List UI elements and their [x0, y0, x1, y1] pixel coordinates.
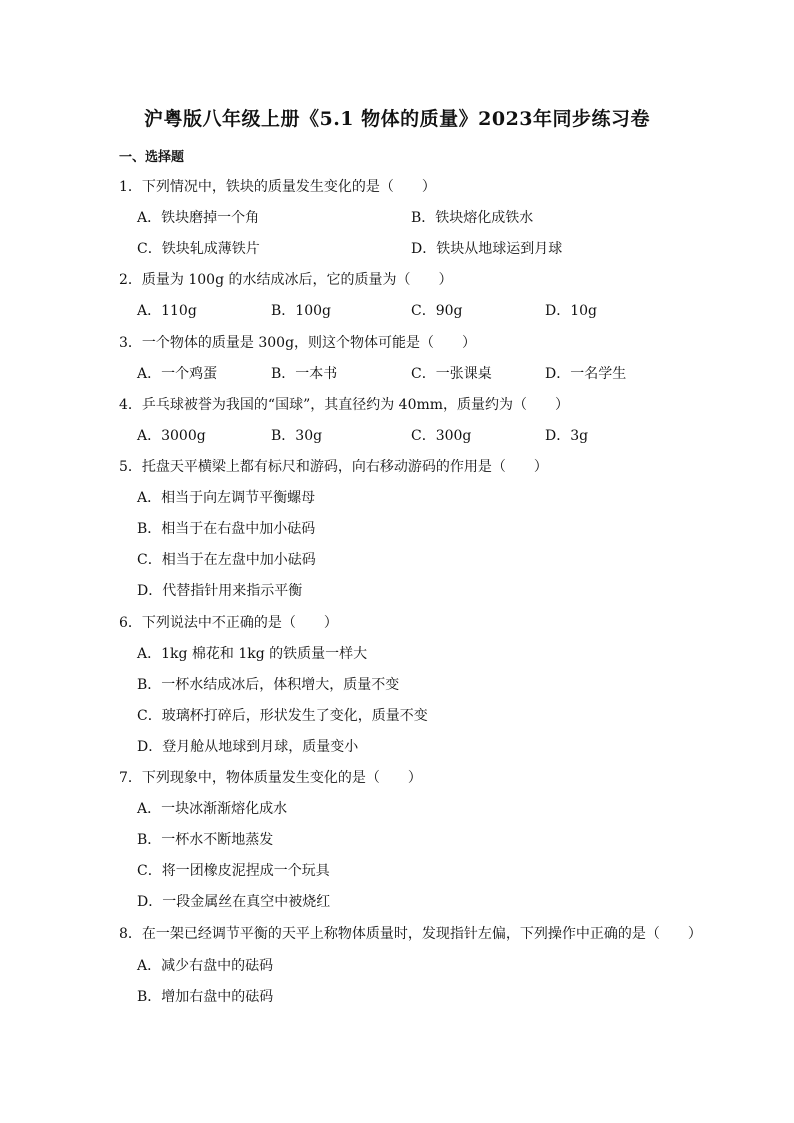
- document-title: 沪粤版八年级上册《5.1 物体的质量》2023年同步练习卷: [143, 108, 651, 130]
- question-stem: 1．下列情况中，铁块的质量发生变化的是（ ）: [119, 179, 436, 195]
- option: A．一个鸡蛋: [137, 366, 218, 382]
- option: A．3000g: [137, 428, 206, 444]
- option: B．100g: [271, 303, 331, 319]
- option: A．1kg 棉花和 1kg 的铁质量一样大: [137, 646, 368, 662]
- option: D．铁块从地球运到月球: [411, 241, 563, 257]
- option: C．玻璃杯打碎后，形状发生了变化，质量不变: [137, 708, 428, 724]
- option: B．铁块熔化成铁水: [411, 210, 534, 226]
- option: B．一杯水不断地蒸发: [137, 832, 274, 848]
- question-stem: 2．质量为 100g 的水结成冰后，它的质量为（ ）: [119, 272, 453, 288]
- question-stem: 7．下列现象中，物体质量发生变化的是（ ）: [119, 770, 422, 786]
- option: A．一块冰渐渐熔化成水: [137, 801, 288, 817]
- option: D．登月舱从地球到月球，质量变小: [137, 739, 359, 755]
- option: C．一张课桌: [411, 366, 492, 382]
- option: A．减少右盘中的砝码: [137, 958, 274, 974]
- question-stem: 3．一个物体的质量是 300g，则这个物体可能是（ ）: [119, 335, 477, 351]
- option: D．10g: [545, 303, 598, 319]
- option: D．一名学生: [545, 366, 627, 382]
- question-stem: 4．乒乓球被誉为我国的“国球”，其直径约为 40mm，质量约为（ ）: [119, 397, 570, 413]
- option: C．铁块轧成薄铁片: [137, 241, 260, 257]
- option: B．增加右盘中的砝码: [137, 989, 274, 1005]
- option: B．一杯水结成冰后，体积增大，质量不变: [137, 677, 400, 693]
- option: A．相当于向左调节平衡螺母: [137, 490, 316, 506]
- section-label: 一、选择题: [119, 150, 185, 165]
- question-stem: 6．下列说法中不正确的是（ ）: [119, 615, 338, 631]
- option: D．3g: [545, 428, 589, 444]
- option: C．相当于在左盘中加小砝码: [137, 552, 316, 568]
- option: C．90g: [411, 303, 463, 319]
- option: C．300g: [411, 428, 472, 444]
- option: B．相当于在右盘中加小砝码: [137, 521, 316, 537]
- option: B．一本书: [271, 366, 338, 382]
- question-stem: 5．托盘天平横梁上都有标尺和游码，向右移动游码的作用是（ ）: [119, 459, 548, 475]
- option: A．铁块磨掉一个角: [137, 210, 260, 226]
- option: B．30g: [271, 428, 323, 444]
- question-stem: 8．在一架已经调节平衡的天平上称物体质量时，发现指针左偏，下列操作中正确的是（ ）: [119, 926, 702, 942]
- option: D．代替指针用来指示平衡: [137, 583, 303, 599]
- option: D．一段金属丝在真空中被烧红: [137, 894, 331, 910]
- option: A．110g: [137, 303, 197, 319]
- option: C．将一团橡皮泥捏成一个玩具: [137, 863, 330, 879]
